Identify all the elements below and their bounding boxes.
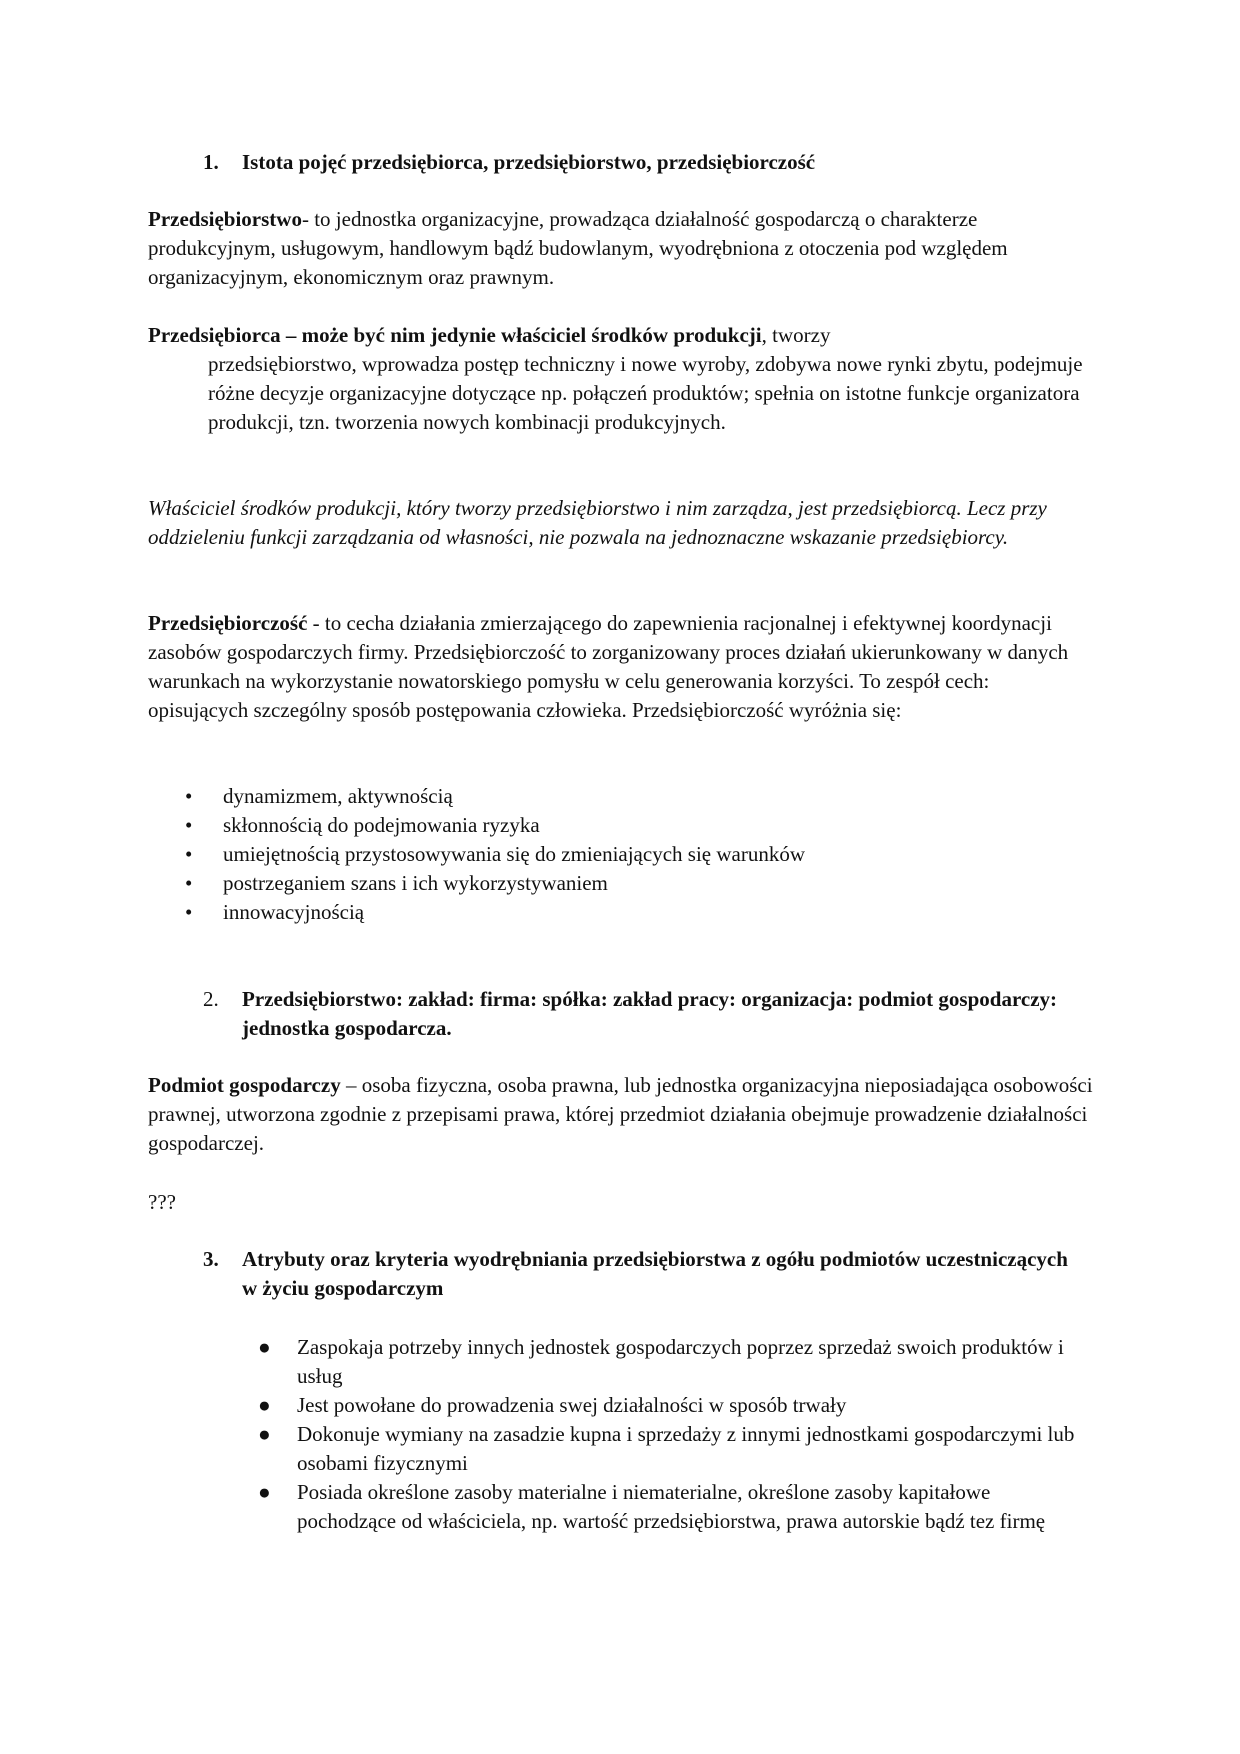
- list-item: ● Dokonuje wymiany na zasadzie kupna i sprzedaży z innymi jednostkami gospodarczymi lub osobami fizycznymi: [258, 1422, 1075, 1475]
- term-przedsiebiorstwo: Przedsiębiorstwo: [148, 207, 302, 231]
- list-item: • umiejętnością przystosowywania się do zmieniających się warunków: [185, 840, 1085, 869]
- bullet-icon: •: [185, 900, 193, 924]
- italic-note-text: Właściciel środków produkcji, który tworzy przedsiębiorstwo i nim zarządza, jest przedsiębiorcą. Lecz przy oddzieleniu funkcji zarządzania od własności, nie pozwala na jednoznaczne wskazanie przedsiębiorcy.: [148, 496, 1047, 549]
- definition-podmiot-gospodarczy: – osoba fizyczna, osoba prawna, lub jednostka organizacyjna nieposiadająca osobowości prawnej, utworzona zgodnie z przepisami prawa, której przedmiot działania obejmuje prowadzenie działalności gospodarczej.: [148, 1073, 1093, 1155]
- definition-przedsiebiorca-first: , tworzy: [761, 323, 831, 347]
- section-1-title: Istota pojęć przedsiębiorca, przedsiębiorstwo, przedsiębiorczość: [242, 150, 816, 174]
- list-item: ● Zaspokaja potrzeby innych jednostek gospodarczych poprzez sprzedaż swoich produktów i usług: [258, 1335, 1064, 1388]
- bullet-icon: ●: [258, 1393, 271, 1417]
- section-2-heading: [203, 985, 1083, 1043]
- bullet-icon: •: [185, 784, 193, 808]
- question-marks: ???: [148, 1190, 176, 1214]
- section-3-heading: [203, 1245, 1083, 1303]
- section-2-title: Przedsiębiorstwo: zakład: firma: spółka: zakład pracy: organizacja: podmiot gospodarczy: jednostka gospodarcza.: [242, 987, 1058, 1040]
- list-item: • dynamizmem, aktywnością: [185, 782, 1085, 811]
- list-item: • skłonnością do podejmowania ryzyka: [185, 811, 1085, 840]
- bullet-icon: ●: [258, 1480, 271, 1504]
- emphasis-przedsiebiorca: – może być nim jedynie właściciel środków produkcji: [280, 323, 762, 347]
- section-2-number: 2.: [203, 987, 219, 1011]
- section-3-title: Atrybuty oraz kryteria wyodrębniania przedsiębiorstwa z ogółu podmiotów uczestniczących w życiu gospodarczym: [242, 1247, 1068, 1300]
- attributes-list: [258, 1333, 1093, 1536]
- term-przedsiebiorca: Przedsiębiorca: [148, 323, 281, 347]
- bullet-icon: ●: [258, 1422, 271, 1446]
- list-item: • innowacyjnością: [185, 898, 1085, 927]
- section-1-number: 1.: [203, 150, 219, 174]
- term-przedsiebiorczosc: Przedsiębiorczość: [148, 611, 308, 635]
- list-item: • postrzeganiem szans i ich wykorzystywaniem: [185, 869, 1085, 898]
- bullet-icon: ●: [258, 1335, 271, 1359]
- bullet-icon: •: [185, 842, 193, 866]
- paragraph-przedsiebiorstwo: [148, 205, 1093, 292]
- list-item: ● Jest powołane do prowadzenia swej działalności w sposób trwały: [258, 1391, 1093, 1420]
- definition-przedsiebiorczosc: - to cecha działania zmierzającego do zapewnienia racjonalnej i efektywnej koordynacji zasobów gospodarczych firmy. Przedsiębiorczość to zorganizowany proces działań ukierunkowany w danych warunkach na wykorzystanie nowatorskiego pomysłu w celu generowania korzyści. To zespół cech: opisujących szczególny sposób postępowania człowieka. Przedsiębiorczość wyróżnia się:: [148, 611, 1069, 722]
- definition-przedsiebiorstwo: - to jednostka organizacyjne, prowadząca działalność gospodarczą o charakterze produkcyjnym, usługowym, handlowym bądź budowlanym, wyodrębniona z otoczenia pod względem organizacyjnym, ekonomicznym oraz prawnym.: [148, 207, 1008, 289]
- section-1-heading: [203, 148, 1083, 177]
- paragraph-italic-note: [148, 494, 1093, 552]
- paragraph-podmiot-gospodarczy: [148, 1071, 1093, 1158]
- bullet-icon: •: [185, 871, 193, 895]
- list-item: ● Posiada określone zasoby materialne i niematerialne, określone zasoby kapitałowe pochodzące od właściciela, np. wartość przedsiębiorstwa, prawa autorskie bądź tez firmę: [258, 1480, 1046, 1533]
- term-podmiot-gospodarczy: Podmiot gospodarczy: [148, 1073, 341, 1097]
- bullet-icon: •: [185, 813, 193, 837]
- traits-list: [185, 782, 1085, 927]
- paragraph-przedsiebiorca: [148, 321, 1093, 437]
- section-3-number: 3.: [203, 1247, 219, 1271]
- definition-przedsiebiorca-rest: przedsiębiorstwo, wprowadza postęp techniczny i nowe wyroby, zdobywa nowe rynki zbytu, podejmuje różne decyzje organizacyjne dotyczące np. połączeń produktów; spełnia on istotne funkcje organizatora produkcji, tzn. tworzenia nowych kombinacji produkcyjnych.: [208, 352, 1083, 434]
- paragraph-przedsiebiorczosc: [148, 609, 1093, 725]
